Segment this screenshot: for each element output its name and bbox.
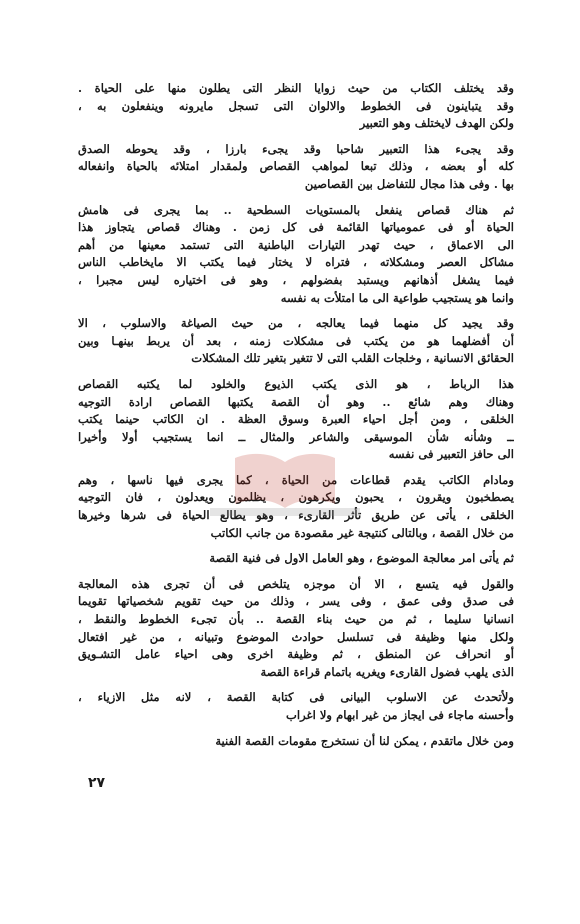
text-line: ــ وشأنه شأن الموسيقى والشاعر والمثال ــ انما يستجيب أولا وأخيرا: [78, 429, 514, 444]
text-line: من خلال القصة ، وبالتالى كنتيجة غير مقصودة من جانب الكاتب: [210, 525, 514, 540]
text-line: الخلقى ، يأتى عن طريق تأثر القارىء ، وهو يطالع الحياة فى شرها وخيرها: [78, 508, 514, 523]
text-line: بها . وفى هذا مجال للتفاضل بين القصاصين: [304, 176, 514, 191]
paragraph: [78, 472, 514, 542]
text-line: الحياة أو فى عمومياتها القائمة فى كل زمن . وهناك قصاص يتجاوز هذا: [78, 220, 514, 235]
text-line: وقد يتباينون فى الخطوط والالوان التى تسجل مايرونه وينفعلون به ،: [78, 98, 514, 113]
text-line: وقد يجىء هذا التعبير شاحبا وقد يجىء بارزا ، وقد يحوطه الصدق: [78, 141, 514, 156]
paragraph: [78, 550, 514, 568]
text-line: والقول فيه يتسع ، الا أن موجزه يتلخص فى أن تجرى هذه المعالجة: [78, 576, 514, 591]
paragraph: [78, 80, 514, 133]
text-line: الخلقى ، ومن أجل احياء العبرة وسوق العظة . ان الكاتب حينما يكتب: [78, 412, 514, 427]
paragraph-gap: [78, 368, 514, 376]
text-line: الذى يلهب فضول القارىء ويغريه باتمام قراءة القصة: [260, 664, 514, 679]
paragraph-gap: [78, 194, 514, 202]
text-line: ولأتحدث عن الاسلوب البيانى فى كتابة القصة ، لانه مثل الازياء ،: [78, 690, 514, 705]
paragraph-gap: [78, 307, 514, 315]
text-line: هذا الرباط ، هو الذى يكتب الذيوع والخلود لما يكتبه القصاص: [78, 376, 514, 391]
text-line: ومن خلال ماتقدم ، يمكن لنا أن نستخرج مقومات القصة الفنية: [215, 733, 514, 748]
text-line: أن أفضلهما هو من يكتب فى مشكلات زمنه ، بعد أن يربط بينهـا وبين: [78, 333, 514, 348]
text-line: مشاكل العصر ومشكلاته ، فتراه لا يختار فيما يكتب الا مايخاطب الناس: [78, 255, 514, 270]
paragraph: [78, 315, 514, 368]
text-line: وهناك وهم شائع .. وهو أن القصة يكتبها القصاص ارادة التوجيه: [78, 394, 514, 409]
paragraph-gap: [78, 681, 514, 689]
paragraph: [78, 376, 514, 464]
text-line: الى الاعماق ، حيث تهدر التيارات الباطنية التى تستمد معينها من أهم: [78, 237, 514, 252]
paragraph: [78, 576, 514, 682]
text-line: ثم يأتى امر معالجة الموضوع ، وهو العامل الاول فى فنية القصة: [209, 551, 514, 566]
text-line: الى حافز التعبير فى نفسه: [388, 447, 514, 462]
text-line: ولكن الهدف لايختلف وهو التعبير: [359, 116, 514, 131]
page-number: ٢٧: [88, 775, 106, 791]
paragraph: [78, 141, 514, 194]
text-line: فيما يشغل أذهانهم ويستبد بفضولهم ، وهو فى اختياره ليس مجبرا ،: [78, 272, 514, 287]
text-line: ولكل منها وظيفة فى تسلسل حوادث الموضوع وتبيانه ، من غير افتعال: [78, 629, 514, 644]
text-line: أو انحراف عن المنطق ، ثم وظيفة اخرى وهى احياء عامل التشـويق: [78, 647, 514, 662]
text-line: ومادام الكاتب يقدم قطاعات من الحياة ، كما يجرى فيها ناسها ، وهم: [78, 472, 514, 487]
paragraph: [78, 689, 514, 724]
body-text: [78, 80, 514, 750]
text-line: فى صدق وفى عمق ، وفى يسر ، وذلك من حيث تقويم شخصياتها تقويما: [78, 594, 514, 609]
text-line: كله أو بعضه ، وذلك تبعا لمواهب القصاص ولمقدار امتلائه بالحياة وانفعاله: [78, 159, 514, 174]
text-line: وقد يختلف الكتاب من حيث زوايا النظر التى يطلون منها على الحياة .: [78, 81, 514, 95]
text-line: يصطخبون ويقرون ، يحبون ويكرهون ، يظلمون ويعدلون ، فان التوجيه: [78, 490, 514, 505]
paragraph-gap: [78, 542, 514, 550]
paragraph: [78, 202, 514, 308]
text-line: ثم هناك قصاص ينفعل بالمستويات السطحية .. بما يجرى فى هامش: [78, 202, 514, 217]
text-line: انسانيا سليما ، ثم من حيث بناء القصة .. بأن تجىء الخطوط والنقط ،: [78, 612, 514, 627]
text-line: وانما هو يستجيب طواعية الى ما امتلأت به نفسه: [280, 290, 514, 305]
paragraph: [78, 733, 514, 751]
text-line: وقد يجيد كل منهما فيما يعالجه ، من حيث الصياغة والاسلوب ، الا: [78, 316, 514, 331]
paragraph-gap: [78, 133, 514, 141]
text-line: الحقائق الانسانية ، وخلجات القلب التى لا تتغير بتغير تلك المشكلات: [191, 351, 514, 366]
paragraph-gap: [78, 568, 514, 576]
paragraph-gap: [78, 725, 514, 733]
paragraph-gap: [78, 464, 514, 472]
text-line: وأحسنه ماجاء فى ايجاز من غير ابهام ولا اغراب: [285, 708, 514, 722]
